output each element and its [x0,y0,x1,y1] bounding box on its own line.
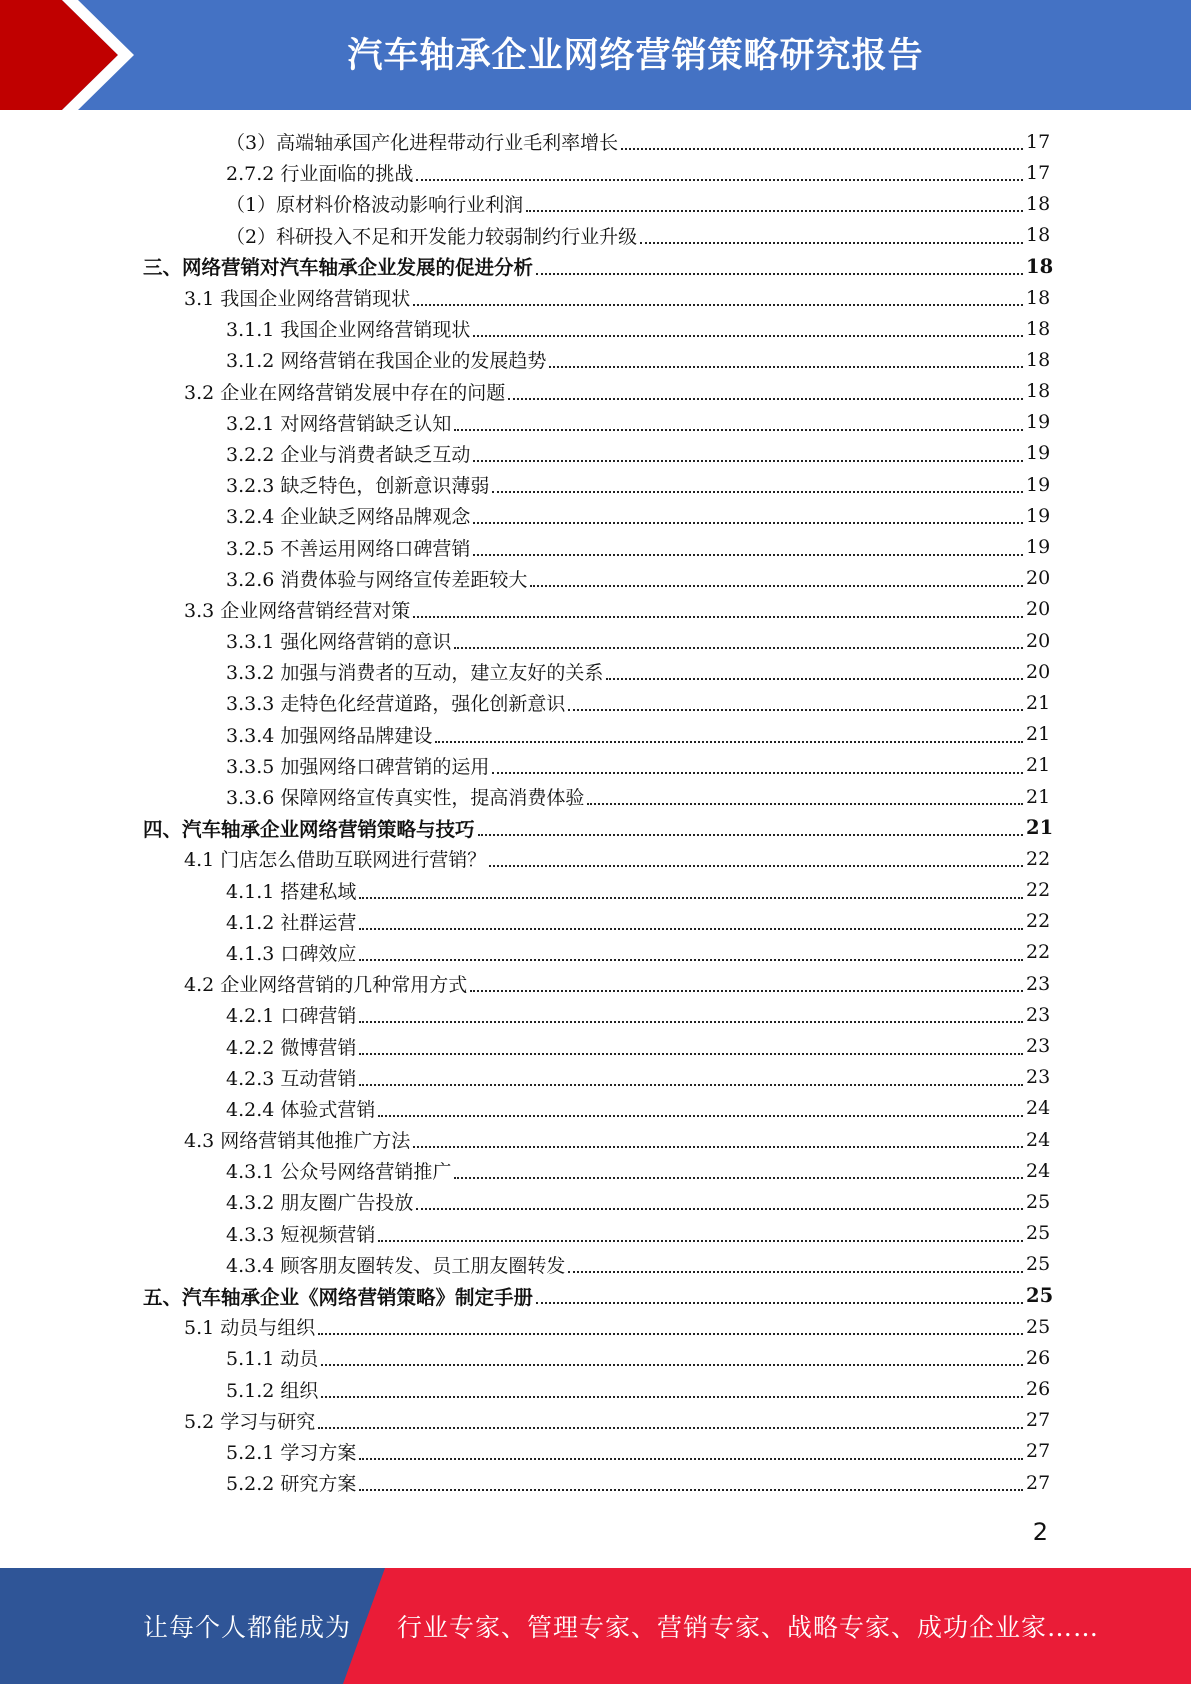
toc-entry-page: 24 [1026,1128,1051,1151]
toc-entry-page: 20 [1026,598,1051,621]
toc-dot-leader [413,1145,1023,1148]
toc-entry-title: 4.3.3 短视频营销 [226,1223,376,1246]
toc-entry[interactable] [0,251,1191,282]
toc-entry-page: 18 [1026,254,1054,278]
toc-entry[interactable] [0,1311,1191,1342]
toc-entry[interactable] [0,719,1191,750]
toc-entry[interactable] [0,407,1191,438]
toc-entry-title: 5.1 动员与组织 [184,1317,316,1340]
toc-entry[interactable] [0,1280,1191,1311]
toc-entry-title: 5.2.2 研究方案 [226,1473,357,1496]
toc-entry-page: 27 [1026,1409,1051,1432]
toc-dot-leader [492,771,1023,774]
toc-entry-title: 3.1.2 网络营销在我国企业的发展趋势 [226,350,547,373]
toc-dot-leader [435,740,1023,743]
toc-entry-page: 22 [1026,879,1051,902]
toc-entry-page: 22 [1026,941,1051,964]
toc-entry[interactable] [0,1405,1191,1436]
toc-dot-leader [359,958,1023,961]
toc-entry[interactable] [0,1342,1191,1373]
toc-entry[interactable] [0,1186,1191,1217]
toc-entry-title: 3.2.3 缺乏特色，创新意识薄弱 [226,475,490,498]
toc-entry[interactable] [0,1374,1191,1405]
toc-entry[interactable] [0,531,1191,562]
toc-entry-title: 3.2.4 企业缺乏网络品牌观念 [226,506,471,529]
toc-entry[interactable] [0,1436,1191,1467]
toc-entry-page: 21 [1026,723,1051,746]
toc-entry-title: 4.1.1 搭建私域 [226,880,357,903]
toc-entry[interactable] [0,687,1191,718]
toc-entry[interactable] [0,188,1191,219]
toc-entry-title: 3.2.2 企业与消费者缺乏互动 [226,443,471,466]
toc-entry-page: 18 [1026,348,1051,371]
toc-entry-page: 18 [1026,380,1051,403]
toc-entry-page: 19 [1026,442,1051,465]
report-header [0,0,1191,110]
toc-entry-page: 19 [1026,411,1051,434]
toc-entry[interactable] [0,126,1191,157]
toc-entry-page: 25 [1026,1222,1051,1245]
toc-entry[interactable] [0,220,1191,251]
toc-entry-title: 3.1 我国企业网络营销现状 [184,288,411,311]
toc-entry-title: 5.2.1 学习方案 [226,1441,357,1464]
toc-dot-leader [416,178,1023,181]
toc-dot-leader [549,365,1023,368]
toc-entry-page: 27 [1026,1471,1051,1494]
toc-entry-page: 21 [1026,754,1051,777]
toc-dot-leader [359,1052,1023,1055]
toc-entry-page: 20 [1026,567,1051,590]
toc-dot-leader [321,1395,1023,1398]
toc-dot-leader [359,896,1023,899]
toc-entry-page: 17 [1026,130,1051,153]
toc-entry-page: 26 [1026,1378,1051,1401]
toc-dot-leader [359,1457,1023,1460]
toc-dot-leader [359,1083,1023,1086]
toc-entry-title: 三、网络营销对汽车轴承企业发展的促进分析 [143,256,534,280]
toc-entry-title: 3.1.1 我国企业网络营销现状 [226,319,471,342]
toc-entry-page: 18 [1026,286,1051,309]
toc-dot-leader [478,833,1023,836]
toc-dot-leader [489,864,1023,867]
toc-entry[interactable] [0,812,1191,843]
page-number: 2 [1032,1518,1048,1546]
toc-dot-leader [359,927,1023,930]
toc-entry[interactable] [0,656,1191,687]
toc-entry-title: 3.3.4 加强网络品牌建设 [226,724,433,747]
toc-dot-leader [508,397,1023,400]
toc-entry-title: 4.3.2 朋友圈广告投放 [226,1192,414,1215]
toc-entry-title: 3.3 企业网络营销经营对策 [184,599,411,622]
toc-dot-leader [318,1332,1023,1335]
toc-entry-page: 25 [1026,1253,1051,1276]
toc-entry[interactable] [0,875,1191,906]
toc-entry[interactable] [0,781,1191,812]
toc-dot-leader [454,428,1023,431]
toc-dot-leader [413,303,1023,306]
toc-entry[interactable] [0,438,1191,469]
toc-entry[interactable] [0,157,1191,188]
toc-entry-page: 21 [1026,691,1051,714]
toc-entry-page: 19 [1026,504,1051,527]
toc-dot-leader [473,459,1023,462]
toc-entry-page: 27 [1026,1440,1051,1463]
toc-dot-leader [473,553,1023,556]
toc-entry[interactable] [0,469,1191,500]
toc-entry-page: 24 [1026,1097,1051,1120]
toc-entry-page: 25 [1026,1190,1051,1213]
toc-entry-title: 3.2.6 消费体验与网络宣传差距较大 [226,568,528,591]
toc-entry[interactable] [0,999,1191,1030]
toc-entry-page: 26 [1026,1346,1051,1369]
toc-dot-leader [536,272,1023,275]
toc-entry-title: 3.3.2 加强与消费者的互动，建立友好的关系 [226,662,604,685]
toc-entry-page: 20 [1026,660,1051,683]
toc-entry-title: 四、汽车轴承企业网络营销策略与技巧 [143,817,475,841]
toc-entry-title: （3）高端轴承国产化进程带动行业毛利率增长 [226,132,619,155]
toc-entry-title: 4.1.3 口碑效应 [226,942,357,965]
toc-entry-title: 4.2.2 微博营销 [226,1036,357,1059]
toc-entry-title: 五、汽车轴承企业《网络营销策略》制定手册 [143,1285,534,1309]
toc-dot-leader [454,1176,1023,1179]
toc-dot-leader [621,147,1023,150]
toc-entry[interactable] [0,968,1191,999]
toc-entry-title: 4.2.3 互动营销 [226,1067,357,1090]
toc-entry-page: 19 [1026,473,1051,496]
toc-entry[interactable] [0,1218,1191,1249]
toc-entry[interactable] [0,376,1191,407]
toc-entry[interactable] [0,282,1191,313]
toc-dot-leader [413,615,1023,618]
toc-entry-title: 3.2 企业在网络营销发展中存在的问题 [184,381,506,404]
toc-entry-page: 22 [1026,910,1051,933]
toc-entry[interactable] [0,563,1191,594]
toc-entry-page: 23 [1026,1035,1051,1058]
toc-dot-leader [492,490,1023,493]
toc-dot-leader [454,646,1023,649]
footer-roles: 行业专家、管理专家、营销专家、战略专家、成功企业家…… [397,1613,1100,1642]
toc-entry-page: 19 [1026,536,1051,559]
toc-dot-leader [378,1239,1023,1242]
toc-entry[interactable] [0,843,1191,874]
toc-entry-page: 23 [1026,972,1051,995]
toc-entry-page: 24 [1026,1159,1051,1182]
toc-entry-title: 3.2.1 对网络营销缺乏认知 [226,412,452,435]
toc-entry[interactable] [0,1467,1191,1498]
toc-entry[interactable] [0,906,1191,937]
toc-entry-title: （1）原材料价格波动影响行业利润 [226,194,524,217]
toc-entry-title: 5.1.1 动员 [226,1348,319,1371]
toc-entry-title: 5.1.2 组织 [226,1379,319,1402]
toc-entry-title: 5.2 学习与研究 [184,1410,316,1433]
toc-entry[interactable] [0,1124,1191,1155]
toc-dot-leader [568,708,1023,711]
toc-entry[interactable] [0,1155,1191,1186]
footer-slogan: 让每个人都能成为 [143,1613,352,1642]
toc-dot-leader [587,802,1023,805]
toc-entry[interactable] [0,500,1191,531]
toc-dot-leader [530,584,1023,587]
toc-entry-page: 23 [1026,1003,1051,1026]
toc-dot-leader [318,1426,1023,1429]
header-chevron-decoration [0,0,160,110]
toc-entry-page: 25 [1026,1315,1051,1338]
toc-entry-title: 4.1 门店怎么借助互联网进行营销？ [184,849,487,872]
toc-entry[interactable] [0,1093,1191,1124]
toc-entry-page: 17 [1026,161,1051,184]
toc-entry-title: 4.3 网络营销其他推广方法 [184,1130,411,1153]
toc-dot-leader [378,1114,1023,1117]
toc-entry-title: 3.3.3 走特色化经营道路，强化创新意识 [226,693,566,716]
toc-dot-leader [473,521,1023,524]
toc-dot-leader [359,1020,1023,1023]
toc-dot-leader [536,1301,1023,1304]
toc-entry-title: 3.2.5 不善运用网络口碑营销 [226,537,471,560]
toc-entry-page: 20 [1026,629,1051,652]
toc-entry[interactable] [0,750,1191,781]
toc-entry-title: 4.3.4 顾客朋友圈转发、员工朋友圈转发 [226,1254,566,1277]
toc-entry-page: 18 [1026,224,1051,247]
toc-entry-page: 18 [1026,192,1051,215]
toc-dot-leader [568,1270,1023,1273]
toc-entry-title: 4.3.1 公众号网络营销推广 [226,1161,452,1184]
report-title: 汽车轴承企业网络营销策略研究报告 [347,36,924,76]
toc-dot-leader [473,334,1023,337]
toc-entry-page: 23 [1026,1066,1051,1089]
toc-dot-leader [470,989,1023,992]
toc-entry-page: 21 [1026,816,1054,840]
report-footer [0,1568,1191,1684]
toc-dot-leader [640,241,1023,244]
toc-entry[interactable] [0,1249,1191,1280]
toc-entry-title: 4.2 企业网络营销的几种常用方式 [184,974,468,997]
toc-entry[interactable] [0,594,1191,625]
table-of-contents [0,126,1191,1498]
toc-dot-leader [526,209,1023,212]
toc-entry[interactable] [0,313,1191,344]
toc-dot-leader [321,1363,1023,1366]
toc-entry[interactable] [0,937,1191,968]
toc-entry[interactable] [0,344,1191,375]
toc-entry-title: 4.1.2 社群运营 [226,911,357,934]
toc-entry[interactable] [0,1062,1191,1093]
toc-entry-title: 3.3.6 保障网络宣传真实性，提高消费体验 [226,787,585,810]
toc-entry-page: 21 [1026,785,1051,808]
toc-dot-leader [359,1488,1023,1491]
toc-entry-title: （2）科研投入不足和开发能力较弱制约行业升级 [226,225,638,248]
toc-dot-leader [606,677,1023,680]
toc-entry-title: 3.3.1 强化网络营销的意识 [226,631,452,654]
toc-entry-title: 4.2.1 口碑营销 [226,1005,357,1028]
toc-entry-page: 22 [1026,847,1051,870]
toc-dot-leader [416,1207,1023,1210]
toc-entry[interactable] [0,625,1191,656]
toc-entry-page: 25 [1026,1284,1054,1308]
toc-entry-title: 4.2.4 体验式营销 [226,1098,376,1121]
toc-entry[interactable] [0,1030,1191,1061]
toc-entry-page: 18 [1026,317,1051,340]
toc-entry-title: 3.3.5 加强网络口碑营销的运用 [226,755,490,778]
toc-entry-title: 2.7.2 行业面临的挑战 [226,163,414,186]
